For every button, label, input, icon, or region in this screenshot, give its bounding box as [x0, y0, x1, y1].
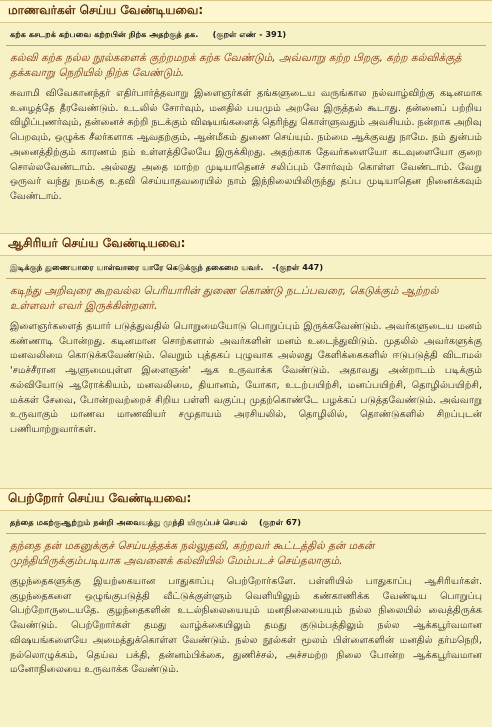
teachers-body: இளைஞர்களைத் தயார் படுத்துவதில் பொறுமையோடு பொறுப்பும் இருக்கவேண்டும். அவர்களுடைய மனம் கண்ணாடி போன்றது. கடினமான சொற்களால் அவர்களின் மனம் உடைந்துவிடும். முதலில் அவர்களுக்கு மனவலிமை கொடுக்கவேண்டும். வெறும் புத்தகப் புழுவாக அல்லது கேளிக்கைகளில் ஈடுபடுத்தி விடாமல் 'சமச்சீரான ஆளுமையுள்ள இளைஞன்' ஆக உருவாக்க வேண்டும். அதாவது அன்றாடம் படிக்கும் கல்வியோடு ஆரோக்கியம், மனவலிமை, தியானம், யோகா, உடற்பயிற்சி, மனப்பயிற்சி, தொழில்பயிற்சி, மக்கள் சேவை, போன்றவற்றைச் சிறிய பள்ளி வகுப்பு முதற்கொண்டே பழக்கப் படுத்தவேண்டும். அவ்வாறு உருவாகும் மாணவ மாணவியர் சமுதாயம் அரசியலில், தொழிலில், தொண்டுகளில் சிறப்புடன் பணியாற்றுவார்கள்.	[10, 321, 482, 435]
divider	[6, 45, 486, 46]
students-kural-text: கற்க கசடறக் கற்பவை கற்றபின் நிற்க அதற்குத் தக.	[10, 29, 199, 39]
students-heading: மாணவர்கள் செய்ய வேண்டியவை:	[0, 0, 492, 23]
teachers-kural	[10, 262, 482, 274]
teachers-kural-ref: -(குறள் 447)	[272, 262, 324, 272]
parents-meaning: தந்தை தன் மகனுக்குச் செய்யத்தக்க நல்லுதவி, கற்றவர் கூட்டத்தில் தன் மகன் முந்தியிருக்கும்படியாக அவனைக் கல்வியில் மேம்படச் செய்தலாகும்.	[10, 540, 375, 567]
divider	[6, 533, 486, 534]
divider	[6, 278, 486, 279]
students-kural-ref: (குறள் எண் - 391)	[212, 29, 287, 39]
students-kural	[10, 29, 482, 41]
parents-kural-ref: (குறள் 67)	[259, 517, 301, 527]
parents-heading: பெற்றோர் செய்ய வேண்டியவை:	[0, 488, 492, 511]
parents-kural	[10, 517, 482, 529]
students-body: சுவாமி விவேகானந்தர் எதிர்பார்த்தவாறு இளைஞர்கள் தங்களுடைய வருங்கால நல்வாழ்விற்கு கடினமாக உழைத்தே தீரவேண்டும். உடலில் சோர்வும், மனதில் பயமும் அறவே இருத்தல் கூடாது. தன்னைப் பற்றிய விழிப்புணர்வும், தன்னைச் சுற்றி நடக்கும் விஷயங்களைத் தெரிந்து கொள்ளுவதும் அவசியம். நன்றாக அறிவு பெறவும், ஒழுக்க சீலர்களாக ஆவதற்கும், ஆன்மீகம் துணை செய்யும். நம்மை ஆக்குவது நாமே. நம் துன்பம் அனைத்திற்கும் காரணம் நம் உள்ளத்திலேயே இருக்கிறது. அதற்காக தேவர்களையோ கடவுளையோ குறை சொல்லவேண்டாம். அல்லது அதை மாற்ற முடியாதெனச் சலிப்பும் சோர்வும் கொள்ள வேண்டாம். வேறு ஒருவர் வந்து நமக்கு உதவி செய்யாதவரையில் நாம் இந்நிலையிலிருந்து தப்ப முடியாதென நினைக்கவும் வேண்டாம்.	[10, 88, 482, 202]
parents-body: குழந்தைகளுக்கு இயற்கையான பாதுகாப்பு பெற்றோர்களே. பள்ளியில் பாதுகாப்பு ஆசிரியர்கள். குழந்தைகளை ஒழுங்குபடுத்தி வீட்டுக்குள்ளும் வெளியிலும் கண்காணிக்க வேண்டிய பொறுப்பு பெற்றோருடையதே. குழந்தைகளின் உடல்நிலையையும் மனநிலையையும் நல்ல நிலையில் வைத்திருக்க வேண்டும். பெற்றோர்கள் தமது வாழ்க்கையிலும் தமது குடும்பத்திலும் நல்ல ஆக்கபூர்வமான விஷயங்களையே அமைத்துக்கொள்ள வேண்டும். நல்ல நூல்கள் மூலம் பிள்ளைகளின் மனதில் தர்மநெறி, நல்லொழுக்கம், தெய்வ பக்தி, தன்னம்பிக்கை, துணிச்சல், அச்சமற்ற நிலை போன்ற ஆக்கபூர்வமான மனோநிலையை உருவாக்க வேண்டும்.	[10, 576, 482, 676]
students-section	[0, 0, 492, 205]
teachers-heading: ஆசிரியர் செய்ய வேண்டியவை:	[0, 233, 492, 256]
teachers-kural-text: இடிக்குந் துணையாரை யாள்வாரை யாரே கெடுக்குந் தகைமை யவர்.	[10, 262, 264, 272]
parents-kural-text: தந்தை மகற்குஆற்றும் நன்றி அவையத்து முந்தி யிருப்பச் செயல்	[10, 517, 248, 527]
parents-section	[0, 488, 492, 678]
teachers-section	[0, 233, 492, 438]
teachers-meaning: கடிந்து அறிவுரை கூறவல்ல பெரியாரின் துணை கொண்டு நடப்பவரை, கெடுக்கும் ஆற்றல் உள்ளவர் எவர் இருக்கின்றனர்.	[10, 285, 439, 312]
students-meaning: கல்வி கற்க நல்ல நூல்களைக் குற்றமறக் கற்க வேண்டும், அவ்வாறு கற்ற பிறகு, கற்ற கல்விக்குத் தக்கவாறு நெறியில் நிற்க வேண்டும்.	[10, 52, 462, 79]
